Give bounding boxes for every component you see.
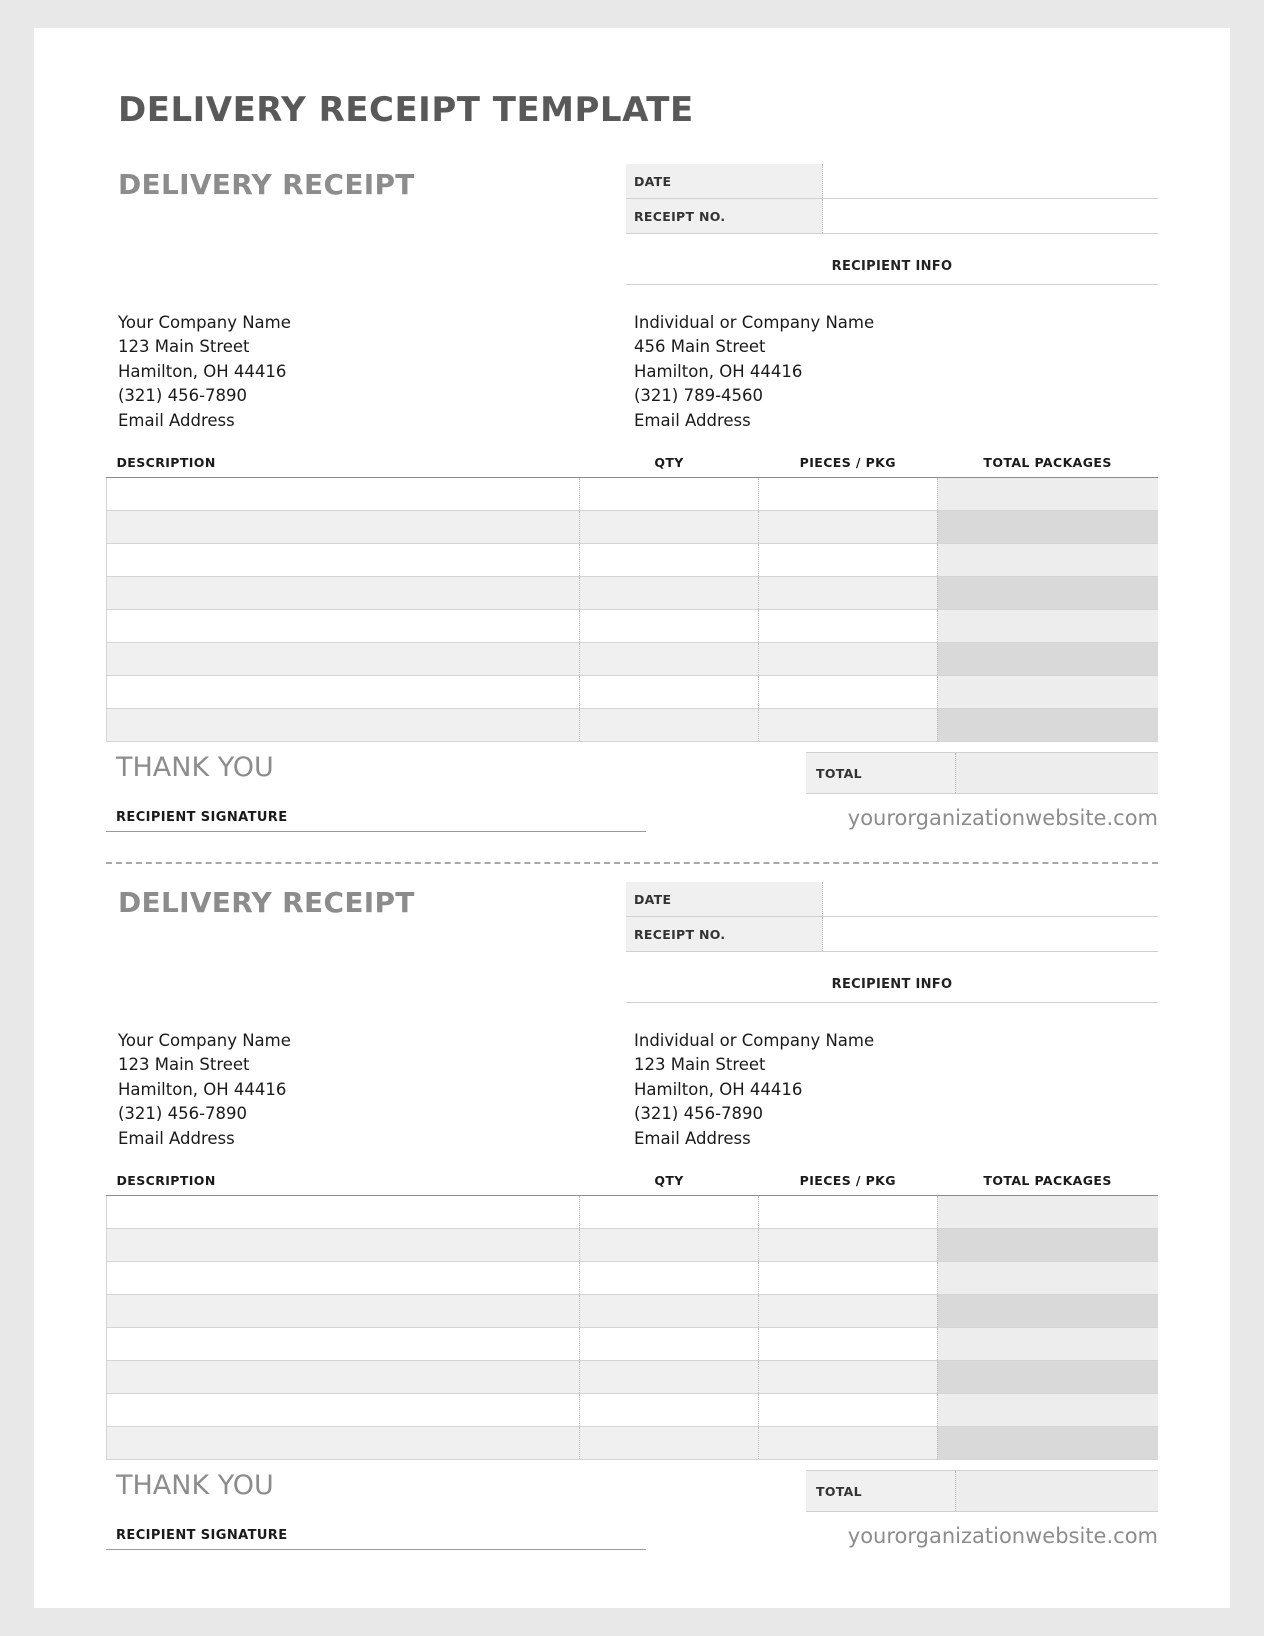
cell-description[interactable] — [107, 478, 580, 511]
total-label: TOTAL — [806, 753, 956, 793]
cell-total-packages[interactable] — [937, 1427, 1158, 1460]
cell-total-packages[interactable] — [937, 1262, 1158, 1295]
sender-address — [106, 1029, 626, 1151]
table-row[interactable] — [107, 478, 1159, 511]
table-row[interactable] — [107, 1295, 1159, 1328]
receipt-no-row — [626, 917, 1158, 952]
cell-qty[interactable] — [580, 709, 759, 742]
cell-pieces[interactable] — [758, 1328, 937, 1361]
cell-total-packages[interactable] — [937, 1394, 1158, 1427]
cell-qty[interactable] — [580, 1361, 759, 1394]
cell-description[interactable] — [107, 1394, 580, 1427]
column-total-packages: TOTAL PACKAGES — [937, 1173, 1158, 1196]
cell-qty[interactable] — [580, 1262, 759, 1295]
cell-description[interactable] — [107, 1196, 580, 1229]
cell-pieces[interactable] — [758, 1427, 937, 1460]
cell-total-packages[interactable] — [937, 676, 1158, 709]
cell-total-packages[interactable] — [937, 511, 1158, 544]
column-description: DESCRIPTION — [107, 455, 580, 478]
table-row[interactable] — [107, 544, 1159, 577]
document-sheet — [34, 28, 1230, 1608]
cell-qty[interactable] — [580, 643, 759, 676]
date-row — [626, 882, 1158, 917]
cell-pieces[interactable] — [758, 577, 937, 610]
cell-qty[interactable] — [580, 1229, 759, 1262]
recipient-email: Email Address — [634, 410, 751, 430]
cell-description[interactable] — [107, 511, 580, 544]
sender-city: Hamilton, OH 44416 — [118, 361, 287, 381]
cell-pieces[interactable] — [758, 478, 937, 511]
sender-phone: (321) 456-7890 — [118, 1104, 248, 1124]
table-row[interactable] — [107, 709, 1159, 742]
receipt-footer — [106, 752, 1158, 794]
column-pieces-pkg: PIECES / PKG — [758, 455, 937, 478]
cell-total-packages[interactable] — [937, 1295, 1158, 1328]
sender-address — [106, 311, 626, 433]
cell-qty[interactable] — [580, 1394, 759, 1427]
cell-qty[interactable] — [580, 676, 759, 709]
cell-total-packages[interactable] — [937, 544, 1158, 577]
table-row[interactable] — [107, 676, 1159, 709]
receipt-footer — [106, 1470, 1158, 1512]
recipient-city: Hamilton, OH 44416 — [634, 361, 803, 381]
cell-total-packages[interactable] — [937, 610, 1158, 643]
date-row — [626, 164, 1158, 199]
cell-total-packages[interactable] — [937, 1361, 1158, 1394]
total-value-field[interactable] — [956, 1471, 1158, 1511]
cell-pieces[interactable] — [758, 511, 937, 544]
receipt-no-label: RECEIPT NO. — [626, 199, 823, 234]
sender-email: Email Address — [118, 410, 235, 430]
website-text: yourorganizationwebsite.com — [847, 806, 1158, 831]
recipient-city: Hamilton, OH 44416 — [634, 1079, 803, 1099]
cell-total-packages[interactable] — [937, 1328, 1158, 1361]
cell-pieces[interactable] — [758, 1295, 937, 1328]
receipt-no-field[interactable] — [823, 199, 1159, 234]
cell-pieces[interactable] — [758, 1196, 937, 1229]
receipt-header — [106, 164, 1158, 285]
column-qty: QTY — [580, 1173, 759, 1196]
table-row[interactable] — [107, 1196, 1159, 1229]
receipt-no-row — [626, 199, 1158, 234]
table-row[interactable] — [107, 1262, 1159, 1295]
cell-description[interactable] — [107, 1295, 580, 1328]
cell-total-packages[interactable] — [937, 478, 1158, 511]
cell-pieces[interactable] — [758, 1394, 937, 1427]
cell-qty[interactable] — [580, 1295, 759, 1328]
sender-city: Hamilton, OH 44416 — [118, 1079, 287, 1099]
cell-description[interactable] — [107, 709, 580, 742]
cell-pieces[interactable] — [758, 1262, 937, 1295]
sender-street: 123 Main Street — [118, 1055, 250, 1075]
cell-total-packages[interactable] — [937, 709, 1158, 742]
cell-description[interactable] — [107, 643, 580, 676]
recipient-address — [626, 1029, 1158, 1151]
total-value-field[interactable] — [956, 753, 1158, 793]
recipient-info-label: RECIPIENT INFO — [626, 234, 1158, 285]
delivery-receipt-1 — [106, 164, 1158, 832]
cell-total-packages[interactable] — [937, 1196, 1158, 1229]
tear-line-divider — [106, 862, 1158, 864]
date-field[interactable] — [823, 882, 1159, 917]
column-pieces-pkg: PIECES / PKG — [758, 1173, 937, 1196]
cell-qty[interactable] — [580, 1328, 759, 1361]
table-row[interactable] — [107, 1229, 1159, 1262]
recipient-phone: (321) 456-7890 — [634, 1104, 764, 1124]
cell-description[interactable] — [107, 610, 580, 643]
recipient-street: 123 Main Street — [634, 1055, 766, 1075]
sender-name: Your Company Name — [118, 313, 291, 332]
receipt-heading: DELIVERY RECEIPT — [118, 886, 415, 920]
cell-pieces[interactable] — [758, 643, 937, 676]
address-section — [106, 311, 1158, 433]
total-label: TOTAL — [806, 1471, 956, 1511]
line-items-table — [106, 455, 1158, 742]
sender-phone: (321) 456-7890 — [118, 386, 248, 406]
recipient-street: 456 Main Street — [634, 337, 766, 357]
cell-pieces[interactable] — [758, 1361, 937, 1394]
cell-qty[interactable] — [580, 544, 759, 577]
receipt-meta-table — [626, 882, 1158, 1003]
page-title: DELIVERY RECEIPT TEMPLATE — [118, 90, 694, 130]
column-total-packages: TOTAL PACKAGES — [937, 455, 1158, 478]
table-row[interactable] — [107, 511, 1159, 544]
cell-description[interactable] — [107, 577, 580, 610]
cell-qty[interactable] — [580, 511, 759, 544]
cell-description[interactable] — [107, 544, 580, 577]
table-row[interactable] — [107, 1361, 1159, 1394]
line-items-table — [106, 1173, 1158, 1460]
cell-qty[interactable] — [580, 1196, 759, 1229]
cell-qty[interactable] — [580, 610, 759, 643]
receipt-no-label: RECEIPT NO. — [626, 917, 823, 952]
sender-street: 123 Main Street — [118, 337, 250, 357]
recipient-info-label: RECIPIENT INFO — [626, 952, 1158, 1003]
cell-description[interactable] — [107, 1427, 580, 1460]
recipient-info-row — [626, 952, 1158, 1003]
cell-total-packages[interactable] — [937, 643, 1158, 676]
cell-pieces[interactable] — [758, 1229, 937, 1262]
table-row[interactable] — [107, 577, 1159, 610]
recipient-address — [626, 311, 1158, 433]
cell-description[interactable] — [107, 1262, 580, 1295]
cell-total-packages[interactable] — [937, 577, 1158, 610]
date-field[interactable] — [823, 164, 1159, 199]
delivery-receipt-2 — [106, 882, 1158, 1550]
cell-description[interactable] — [107, 1361, 580, 1394]
sender-email: Email Address — [118, 1128, 235, 1148]
cell-qty[interactable] — [580, 577, 759, 610]
column-description: DESCRIPTION — [107, 1173, 580, 1196]
cell-qty[interactable] — [580, 478, 759, 511]
table-row[interactable] — [107, 1394, 1159, 1427]
recipient-email: Email Address — [634, 1128, 751, 1148]
table-row[interactable] — [107, 643, 1159, 676]
website-text: yourorganizationwebsite.com — [847, 1524, 1158, 1549]
thank-you-text: THANK YOU — [116, 752, 274, 784]
total-box — [806, 752, 1158, 794]
cell-total-packages[interactable] — [937, 1229, 1158, 1262]
table-header-row — [107, 1173, 1159, 1196]
recipient-signature-label[interactable]: RECIPIENT SIGNATURE — [106, 1528, 646, 1550]
table-row[interactable] — [107, 1427, 1159, 1460]
cell-description[interactable] — [107, 1229, 580, 1262]
table-row[interactable] — [107, 1328, 1159, 1361]
recipient-name: Individual or Company Name — [634, 1031, 875, 1051]
recipient-phone: (321) 789-4560 — [634, 386, 764, 406]
total-box — [806, 1470, 1158, 1512]
cell-pieces[interactable] — [758, 676, 937, 709]
receipt-meta-table — [626, 164, 1158, 285]
table-header-row — [107, 455, 1159, 478]
cell-description[interactable] — [107, 676, 580, 709]
thank-you-text: THANK YOU — [116, 1470, 274, 1502]
cell-pieces[interactable] — [758, 709, 937, 742]
address-section — [106, 1029, 1158, 1151]
table-row[interactable] — [107, 610, 1159, 643]
receipt-no-field[interactable] — [823, 917, 1159, 952]
column-qty: QTY — [580, 455, 759, 478]
signature-row — [106, 1524, 1158, 1550]
signature-row — [106, 806, 1158, 832]
cell-description[interactable] — [107, 1328, 580, 1361]
date-label: DATE — [626, 164, 823, 199]
cell-pieces[interactable] — [758, 610, 937, 643]
recipient-name: Individual or Company Name — [634, 313, 875, 332]
receipt-heading: DELIVERY RECEIPT — [118, 168, 415, 201]
cell-pieces[interactable] — [758, 544, 937, 577]
recipient-info-row — [626, 234, 1158, 285]
sender-name: Your Company Name — [118, 1031, 291, 1051]
date-label: DATE — [626, 882, 823, 917]
recipient-signature-label[interactable]: RECIPIENT SIGNATURE — [106, 810, 646, 832]
receipt-header — [106, 882, 1158, 1003]
cell-qty[interactable] — [580, 1427, 759, 1460]
